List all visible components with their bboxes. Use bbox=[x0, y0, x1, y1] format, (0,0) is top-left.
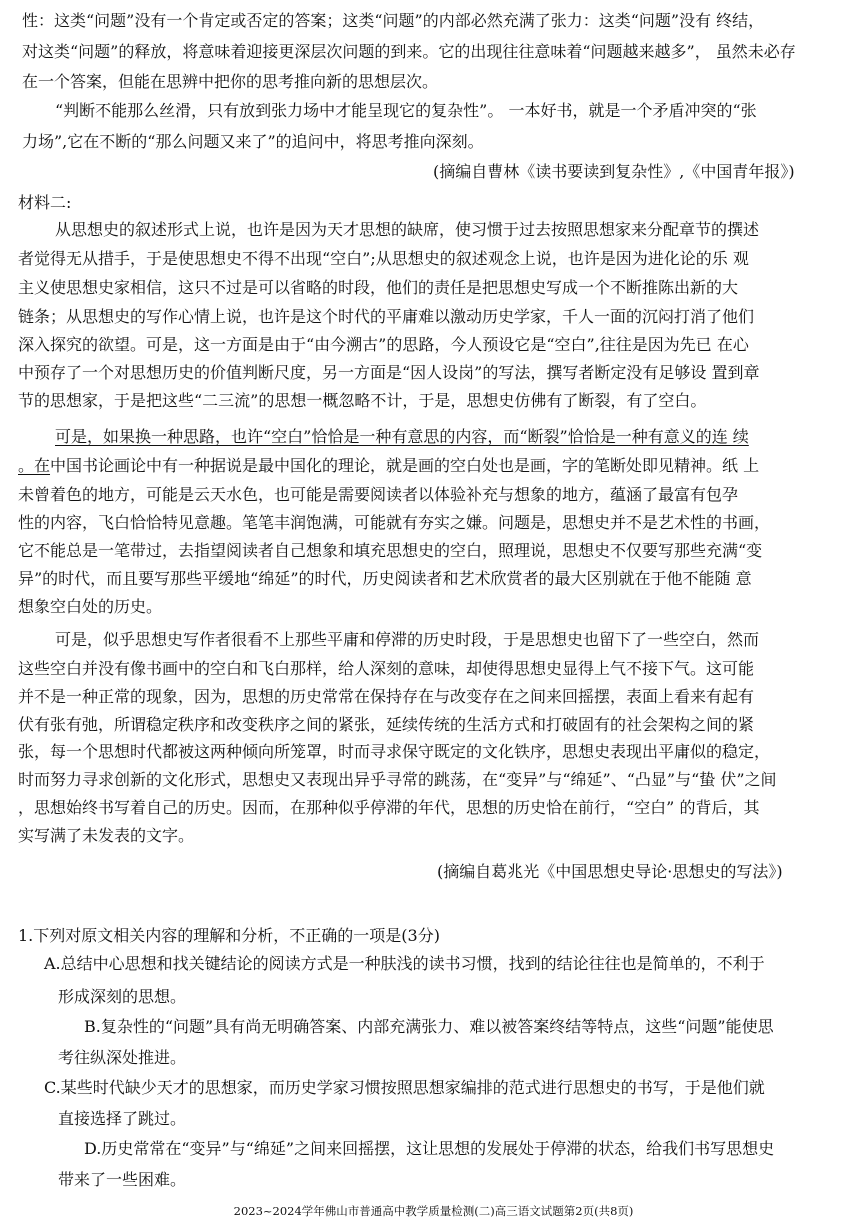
option-c-line-2: 直接选择了跳过。 bbox=[58, 1109, 187, 1128]
m2-p2-line: 性的内容，飞白恰恰特见意趣。笔笔丰润饱满，可能就有夯实之嫌。问题是，思想史并不是艺术性的书画， bbox=[18, 513, 771, 532]
m2-source: (摘编自葛兆光《中国思想史导论·思想史的写法》) bbox=[437, 862, 783, 881]
m2-p3-line: ，思想始终书写着自己的历史。因而，在那种似乎停滞的年代，思想的历史恰在前行，“空白” 的背后，其 bbox=[18, 798, 760, 817]
option-d-line-2: 带来了一些困难。 bbox=[58, 1170, 187, 1189]
option-d-line-1: D.历史常常在“变异”与“绵延”之间来回摇摆，这让思想的发展处于停滞的状态，给我们书写思想史 bbox=[84, 1139, 775, 1158]
m2-p1-line: 者觉得无从措手，于是使思想史不得不出现“空白”;从思想史的叙述观念上说，也许是因为进化论的乐 观 bbox=[18, 249, 749, 268]
m2-p1-line: 中预存了一个对思想历史的价值判断尺度，另一方面是“因人设岗”的写法，撰写者断定没有足够设 置到章 bbox=[18, 363, 760, 382]
m2-p1-line: 节的思想家，于是把这些“二三流”的思想一概忽略不计，于是，思想史仿佛有了断裂，有了空白。 bbox=[18, 391, 707, 410]
m2-p2-line bbox=[0, 456, 867, 476]
m2-p3-line: 可是，似乎思想史写作者很看不上那些平庸和停滞的历史时段，于是思想史也留下了一些空白，然而 bbox=[55, 630, 760, 649]
m2-p2-line: 它不能总是一笔带过，去指望阅读者自己想象和填充思想史的空白，照理说，思想史不仅要写那些充满“变 bbox=[18, 541, 763, 560]
m2-p1-line: 链条；从思想史的写作心情上说，也许是这个时代的平庸难以激动历史学家，千人一面的沉闷打消了他们 bbox=[18, 307, 755, 326]
m2-p3-line: 这些空白并没有像书画中的空白和飞白那样，给人深刻的意味，却使得思想史显得上气不接下气。这可能 bbox=[18, 659, 755, 678]
m2-p1-line: 深入探究的欲望。可是，这一方面是由于“由今溯古”的思路，今人预设它是“空白”,往往是因为先已 在心 bbox=[18, 335, 749, 354]
m2-p3-line: 实写满了未发表的文字。 bbox=[18, 826, 195, 845]
underlined-sentence: 可是，如果换一种思路，也许“空白”恰恰是一种有意思的内容，而“断裂”恰恰是一种有意义的连 续 bbox=[55, 427, 749, 446]
m2-p3-line: 并不是一种正常的现象，因为，思想的历史常常在保持存在与改变存在之间来回摇摆，表面上看来有起有 bbox=[18, 687, 755, 706]
m1-line-1: 性：这类“问题”没有一个肯定或否定的答案；这类“问题”的内部必然充满了张力：这类“问题”没有 终结， bbox=[22, 11, 765, 30]
m1-source: (摘编自曹林《读书要读到复杂性》,《中国青年报》) bbox=[433, 162, 795, 181]
m2-p2-underlined-line bbox=[0, 427, 867, 447]
page-footer: 2023~2024学年佛山市普通高中教学质量检测(二)高三语文试题第2页(共8页) bbox=[233, 1204, 634, 1218]
m2-p1-line: 主义使思想史家相信，这只不过是可以省略的时段，他们的责任是把思想史写成一个不断推陈出新的大 bbox=[18, 278, 739, 297]
m2-p3-line: 时而努力寻求创新的文化形式，思想史又表现出异乎寻常的跳荡，在“变异”与“绵延”、“凸显”与“蛰 伏”之间 bbox=[18, 770, 777, 789]
m2-p2-line-text: 中国书论画论中有一种据说是最中国化的理论，就是画的空白处也是画，字的笔断处即见精神。纸 上 bbox=[50, 456, 760, 475]
m1-line-5: 力场”,它在不断的“那么问题又来了”的追问中，将思考推向深刻。 bbox=[22, 132, 484, 151]
m1-line-3: 在一个答案，但能在思辨中把你的思考推向新的思想层次。 bbox=[22, 72, 439, 91]
m2-p2-line: 想象空白处的历史。 bbox=[18, 597, 163, 616]
m2-label: 材料二: bbox=[18, 193, 72, 212]
option-a-line-2: 形成深刻的思想。 bbox=[58, 987, 187, 1006]
option-b-line-2: 考往纵深处推进。 bbox=[58, 1048, 187, 1067]
m2-p2-line: 异”的时代，而且要写那些平缓地“绵延”的时代，历史阅读者和艺术欣赏者的最大区别就在于他不能随 意 bbox=[18, 569, 752, 588]
m2-p1-line: 从思想史的叙述形式上说，也许是因为天才思想的缺席，使习惯于过去按照思想家来分配章节的撰述 bbox=[55, 220, 760, 239]
underlined-sentence-end: 。在 bbox=[18, 456, 51, 475]
option-c-line-1: C.某些时代缺少天才的思想家，而历史学家习惯按照思想家编排的范式进行思想史的书写，于是他们就 bbox=[44, 1078, 765, 1097]
m2-p3-line: 伏有张有弛，所谓稳定秩序和改变秩序之间的紧张，延续传统的生活方式和打破固有的社会架构之间的紧 bbox=[18, 715, 755, 734]
option-b-line-1: B.复杂性的“问题”具有尚无明确答案、内部充满张力、难以被答案终结等特点，这些“问题”能使思 bbox=[84, 1017, 774, 1036]
m1-line-4: “判断不能那么丝滑，只有放到张力场中才能呈现它的复杂性”。 一本好书，就是一个矛盾冲突的“张 bbox=[55, 101, 757, 120]
question-1-stem: 1.下列对原文相关内容的理解和分析，不正确的一项是(3分) bbox=[18, 926, 440, 945]
m1-line-2: 对这类“问题”的释放，将意味着迎接更深层次问题的到来。它的出现往往意味着“问题越来越多”， 虽然未必存 bbox=[22, 42, 796, 61]
option-a-line-1: A.总结中心思想和找关键结论的阅读方式是一种肤浅的读书习惯，找到的结论往往也是简单的，不利于 bbox=[44, 954, 765, 973]
m2-p3-line: 张，每一个思想时代都被这两种倾向所笼罩，时而寻求保守既定的文化铁序，思想史表现出平庸似的稳定， bbox=[18, 742, 771, 761]
m2-p2-line: 未曾着色的地方，可能是云天水色，也可能是需要阅读者以体验补充与想象的地方，蕴涵了最富有包孕 bbox=[18, 485, 739, 504]
